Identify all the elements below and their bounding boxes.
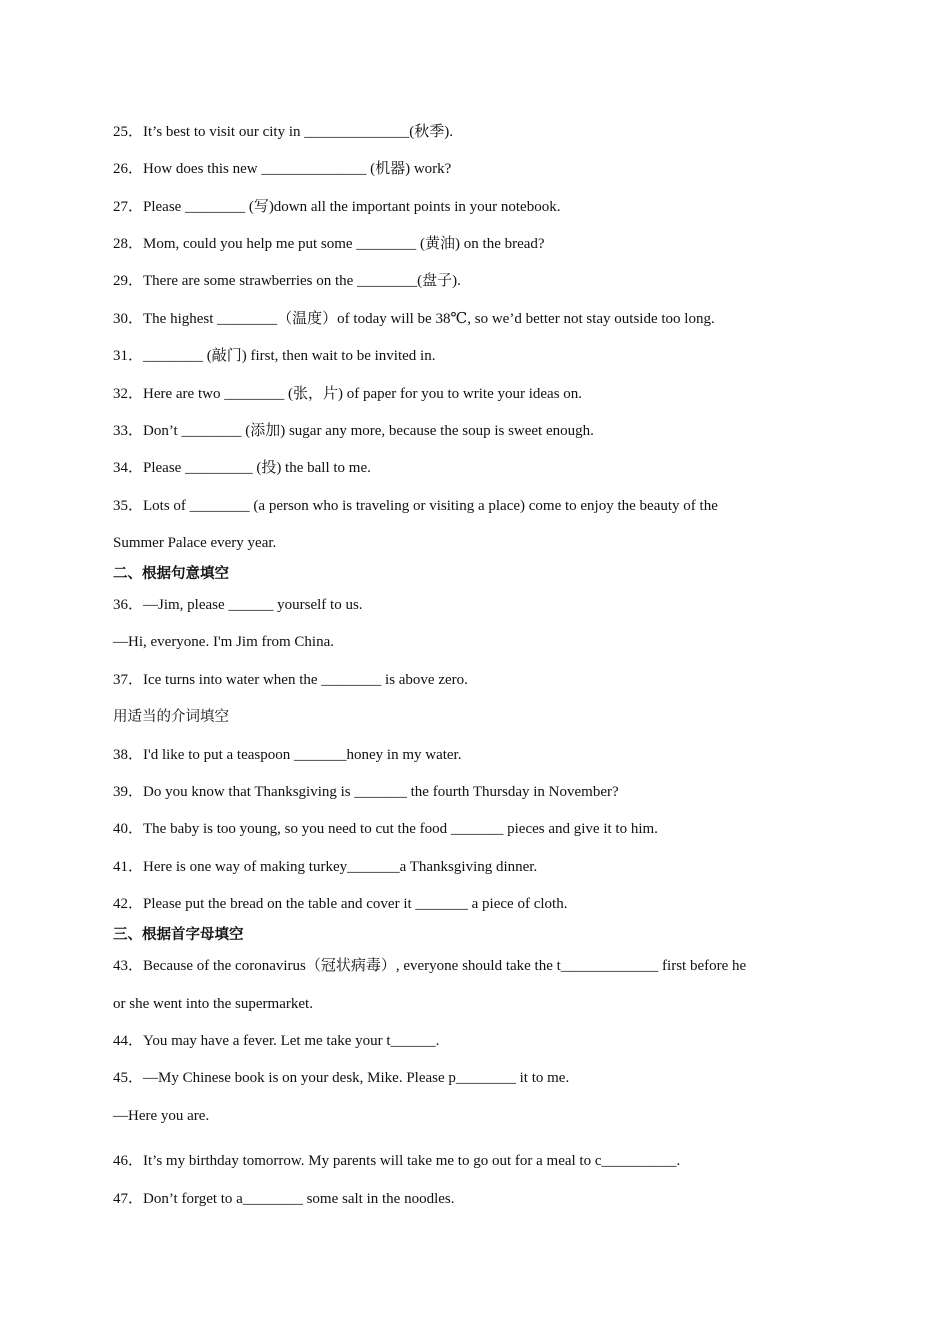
question-38: 38．I'd like to put a teaspoon _______honey in my water. — [113, 747, 462, 763]
question-34: 34．Please _________ (投) the ball to me. — [113, 460, 371, 476]
question-36-reply: —Hi, everyone. I'm Jim from China. — [113, 634, 334, 650]
question-26: 26．How does this new ______________ (机器) work? — [113, 161, 452, 177]
question-28: 28．Mom, could you help me put some ________ (黄油) on the bread? — [113, 236, 545, 252]
question-45: 45．—My Chinese book is on your desk, Mike. Please p________ it to me. — [113, 1070, 570, 1086]
question-25: 25．It’s best to visit our city in ______________(秋季). — [113, 124, 453, 140]
question-44: 44．You may have a fever. Let me take your t______. — [113, 1033, 440, 1049]
question-39: 39．Do you know that Thanksgiving is _______ the fourth Thursday in November? — [113, 784, 619, 800]
question-37: 37．Ice turns into water when the ________ is above zero. — [113, 672, 468, 688]
question-40: 40．The baby is too young, so you need to cut the food _______ pieces and give it to him. — [113, 821, 658, 837]
question-29: 29．There are some strawberries on the ________(盘子). — [113, 273, 461, 289]
question-33: 33．Don’t ________ (添加) sugar any more, because the soup is sweet enough. — [113, 423, 594, 439]
question-30: 30．The highest ________（温度）of today will be 38℃, so we’d better not stay outside too long. — [113, 311, 715, 327]
question-43-continued: or she went into the supermarket. — [113, 996, 313, 1012]
question-43: 43．Because of the coronavirus（冠状病毒）, everyone should take the t_____________ first before he — [113, 958, 747, 974]
question-47: 47．Don’t forget to a________ some salt in the noodles. — [113, 1191, 455, 1207]
question-45-reply: —Here you are. — [113, 1108, 210, 1124]
question-35-continued: Summer Palace every year. — [113, 535, 277, 551]
question-27: 27．Please ________ (写)down all the important points in your notebook. — [113, 199, 561, 215]
section-heading-2: 二、根据句意填空 — [113, 566, 229, 582]
question-36: 36．—Jim, please ______ yourself to us. — [113, 597, 363, 613]
section-heading-3: 三、根据首字母填空 — [113, 927, 244, 943]
subsection-heading: 用适当的介词填空 — [113, 709, 229, 725]
question-31: 31．________ (敲门) first, then wait to be invited in. — [113, 348, 436, 364]
question-32: 32．Here are two ________ (张，片) of paper for you to write your ideas on. — [113, 386, 583, 402]
question-46: 46．It’s my birthday tomorrow. My parents will take me to go out for a meal to c__________. — [113, 1153, 681, 1169]
question-42: 42．Please put the bread on the table and cover it _______ a piece of cloth. — [113, 896, 568, 912]
question-35: 35．Lots of ________ (a person who is traveling or visiting a place) come to enjoy the beauty of the — [113, 498, 718, 514]
question-41: 41．Here is one way of making turkey_______a Thanksgiving dinner. — [113, 859, 538, 875]
